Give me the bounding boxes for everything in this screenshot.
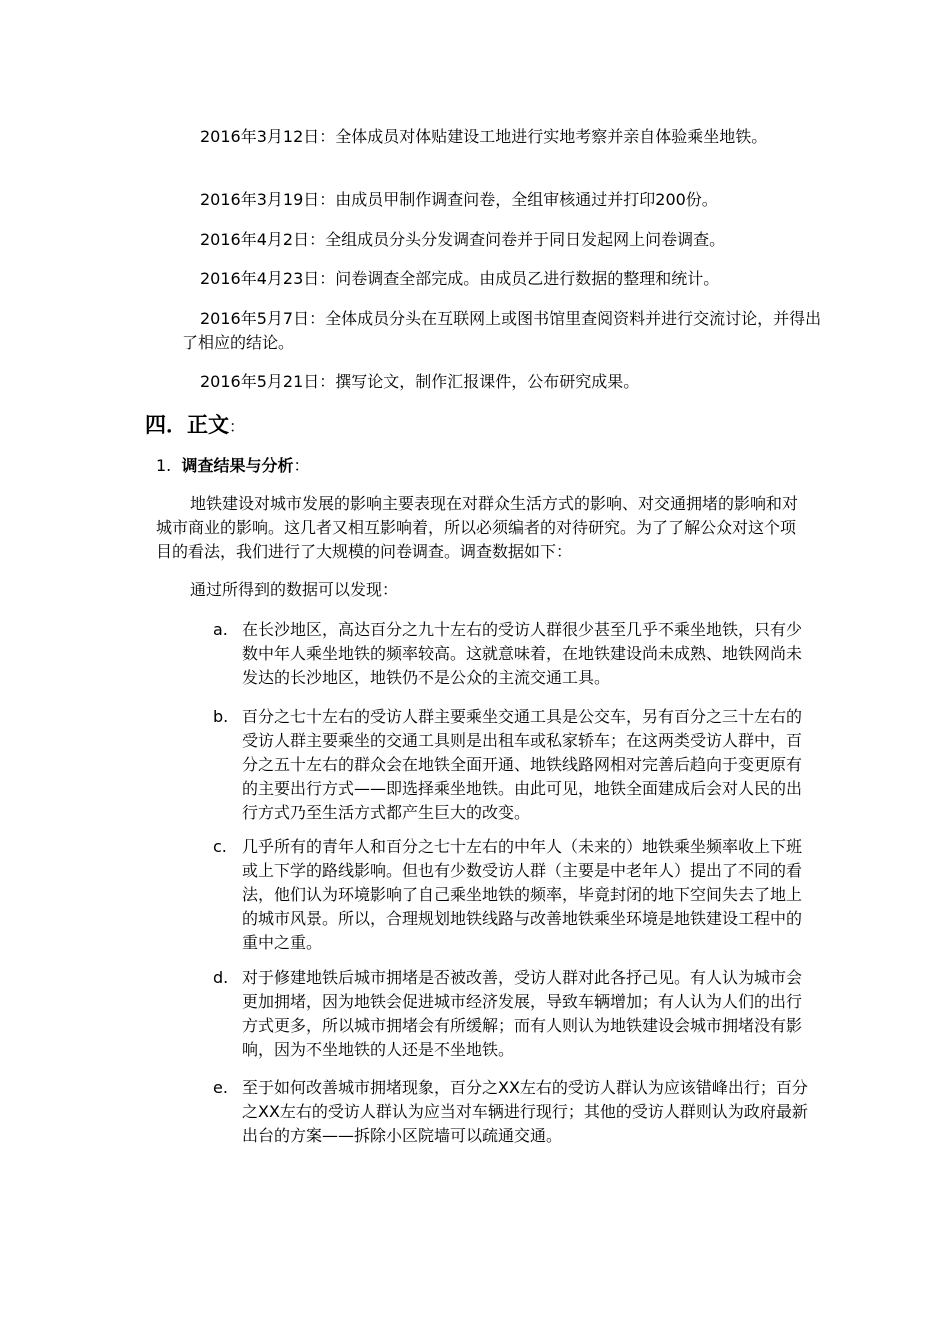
- subsection-title: 调查结果与分析: [181, 456, 294, 475]
- intro-paragraph: 地铁建设对城市发展的影响主要表现在对群众生活方式的影响、对交通拥堵的影响和对城市商业的影响。这几者又相互影响着，所以必须编者的对待研究。为了了解公众对这个项目的看法，我们进行了大规模的问卷调查。调查数据如下：: [156, 494, 799, 561]
- list-item-text: 百分之七十左右的受访人群主要乘坐交通工具是公交车，另有百分之三十左右的受访人群主要乘坐的交通工具则是出租车或私家轿车；在这两类受访人群中，百分之五十左右的群众会在地铁全面开通、地铁线路网相对完善后趋向于变更原有的主要出行方式——即选择乘坐地铁。由此可见，地铁全面建成后会对人民的出行方式乃至生活方式都产生巨大的改变。: [242, 707, 803, 822]
- list-item-text: 至于如何改善城市拥堵现象，百分之XX左右的受访人群认为应该错峰出行；百分之XX左右的受访人群认为应当对车辆进行现行；其他的受访人群则认为政府最新出台的方案——拆除小区院墙可以疏通交通。: [242, 1078, 808, 1145]
- timeline-entry: 2016年4月23日：问卷调查全部完成。由成员乙进行数据的整理和统计。: [200, 269, 720, 288]
- subsection-heading: [156, 454, 309, 478]
- list-marker: b.: [213, 707, 229, 726]
- list-item: [213, 835, 813, 955]
- list-marker: a.: [213, 620, 228, 639]
- list-item-text: 几乎所有的青年人和百分之七十左右的中年人（未来的）地铁乘坐频率收上下班或上下学的路线影响。但也有少数受访人群（主要是中老年人）提出了不同的看法，他们认为环境影响了自己乘坐地铁的频率，毕竟封闭的地下空间失去了地上的城市风景。所以，合理规划地铁线路与改善地铁乘坐环境是地铁建设工程中的重中之重。: [242, 837, 803, 952]
- timeline-entry: 2016年4月2日：全组成员分头分发调查问卷并于同日发起网上问卷调查。: [200, 230, 726, 249]
- timeline-entry: 2016年5月21日：撰写论文，制作汇报课件，公布研究成果。: [200, 372, 640, 391]
- section-title: 四．正文: [145, 413, 229, 437]
- list-item: [213, 966, 813, 1062]
- list-marker: e.: [213, 1078, 228, 1097]
- timeline-entry: 2016年3月19日：由成员甲制作调查问卷，全组审核通过并打印200份。: [200, 190, 718, 209]
- list-marker: c.: [213, 837, 227, 856]
- list-item-text: 在长沙地区，高达百分之九十左右的受访人群很少甚至几乎不乘坐地铁，只有少数中年人乘坐地铁的频率较高。这就意味着，在地铁建设尚未成熟、地铁网尚未发达的长沙地区，地铁仍不是公众的主流交通工具。: [242, 620, 803, 687]
- section-heading: [145, 410, 245, 442]
- section-colon: ：: [229, 417, 246, 436]
- findings-lead: 通过所得到的数据可以发现：: [190, 580, 399, 599]
- subsection-colon: ：: [293, 456, 310, 475]
- timeline-entry: 2016年3月12日：全体成员对体贴建设工地进行实地考察并亲自体验乘坐地铁。: [200, 127, 768, 146]
- list-marker: d.: [213, 968, 229, 987]
- list-item: [213, 705, 813, 825]
- list-item: [213, 1076, 813, 1148]
- list-item-text: 对于修建地铁后城市拥堵是否被改善，受访人群对此各抒己见。有人认为城市会更加拥堵，因为地铁会促进城市经济发展，导致车辆增加；有人认为人们的出行方式更多，所以城市拥堵会有所缓解；而有人则认为地铁建设会城市拥堵没有影响，因为不坐地铁的人还是不坐地铁。: [242, 968, 803, 1059]
- subsection-number: 1.: [156, 456, 172, 475]
- timeline-entry: 2016年5月7日：全体成员分头在互联网上或图书馆里查阅资料并进行交流讨论，并得出了相应的结论。: [182, 309, 822, 352]
- list-item: [213, 618, 813, 690]
